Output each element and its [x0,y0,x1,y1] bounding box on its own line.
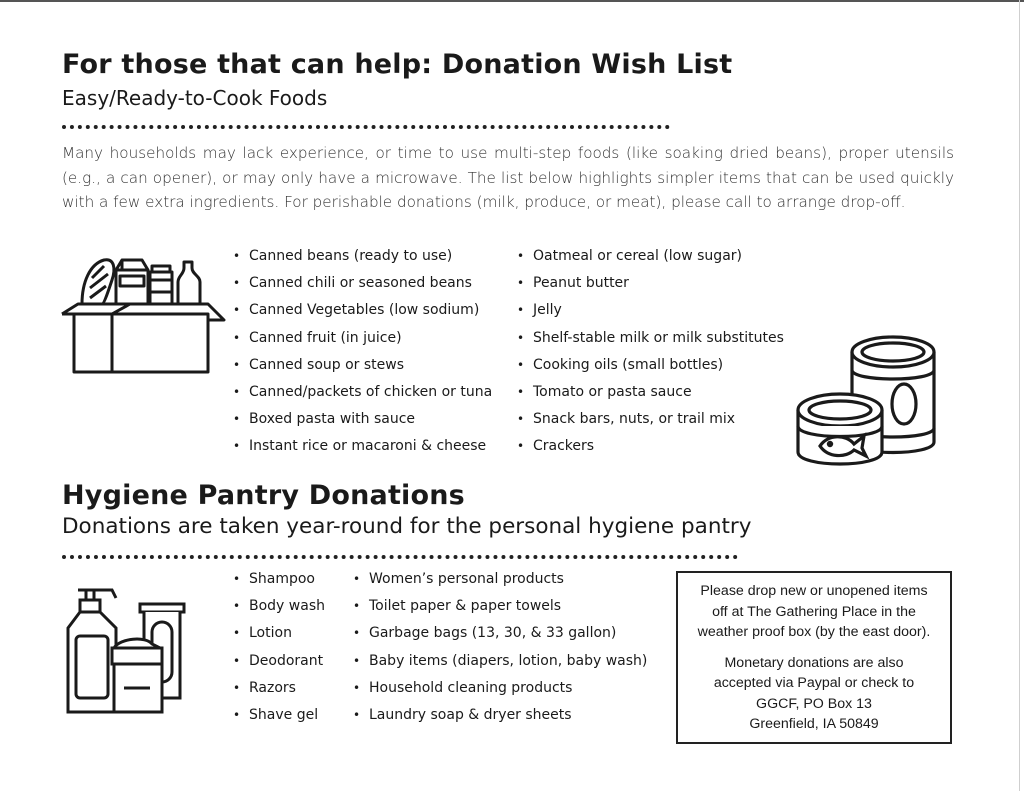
list-item: • Cooking oils (small bottles) [516,352,784,379]
drop-off-line: off at The Gathering Place in the [712,603,916,620]
list-item: • Canned Vegetables (low sodium) [232,297,492,324]
list-item: • Women’s personal products [352,566,647,593]
mailing-address: GGCF, PO Box 13 [756,695,872,712]
monetary-line: accepted via Paypal or check to [713,675,915,691]
drop-off-line: Please drop new or unopened items [700,583,928,599]
list-item: • Peanut butter [516,270,784,297]
list-item: • Shampoo [232,566,325,593]
list-item: • Snack bars, nuts, or trail mix [516,406,784,433]
list-item: • Shave gel [232,702,325,729]
intro-paragraph: Many households may lack experience, or time to use multi-step foods (like soaking dried beans), proper utensils (e.g., a can opener), or may only have a microwave. The list below highlights simpler items that can be used quickly with a few extra ingredients. For perishable donations (milk, produce, or meat), please call to arrange drop-off. [62,144,954,211]
canned-food-icon [794,334,940,468]
list-item: • Canned fruit (in juice) [232,325,492,352]
list-item: • Crackers [516,433,784,460]
hygiene-list-right [352,566,647,729]
list-item: • Garbage bags (13, 30, & 33 gallon) [352,620,647,647]
dotted-divider [62,555,738,559]
drop-off-info-box [676,571,952,744]
list-item: • Shelf-stable milk or milk substitutes [516,325,784,352]
hygiene-pantry-subtitle: Donations are taken year-round for the personal hygiene pantry [62,514,752,539]
food-list-right [516,243,784,461]
list-item: • Oatmeal or cereal (low sugar) [516,243,784,270]
list-item: • Canned/packets of chicken or tuna [232,379,492,406]
list-item: • Deodorant [232,648,325,675]
list-item: • Instant rice or macaroni & cheese [232,433,492,460]
list-item: • Baby items (diapers, lotion, baby wash) [352,648,647,675]
list-item: • Toilet paper & paper towels [352,593,647,620]
list-item: • Canned beans (ready to use) [232,243,492,270]
list-item: • Tomato or pasta sauce [516,379,784,406]
list-item: • Lotion [232,620,325,647]
list-item: • Razors [232,675,325,702]
hygiene-list-left [232,566,325,729]
hygiene-products-icon [60,586,186,720]
donation-wish-list-subtitle: Easy/Ready-to-Cook Foods [62,86,328,110]
donation-wish-list-title: For those that can help: Donation Wish List [62,49,733,80]
right-border [1019,0,1020,791]
list-item: • Jelly [516,297,784,324]
list-item: • Canned soup or stews [232,352,492,379]
hygiene-pantry-title: Hygiene Pantry Donations [62,480,465,511]
dotted-divider [62,125,670,129]
list-item: • Household cleaning products [352,675,647,702]
mailing-city: Greenfield, IA 50849 [749,716,879,732]
list-item: • Body wash [232,593,325,620]
list-item: • Boxed pasta with sauce [232,406,492,433]
drop-off-line: weather proof box (by the east door). [697,624,931,640]
list-item: • Laundry soap & dryer sheets [352,702,647,729]
grocery-box-icon [60,252,226,374]
food-list-left [232,243,492,461]
top-border [0,0,1024,2]
monetary-line: Monetary donations are also [724,654,904,671]
list-item: • Canned chili or seasoned beans [232,270,492,297]
